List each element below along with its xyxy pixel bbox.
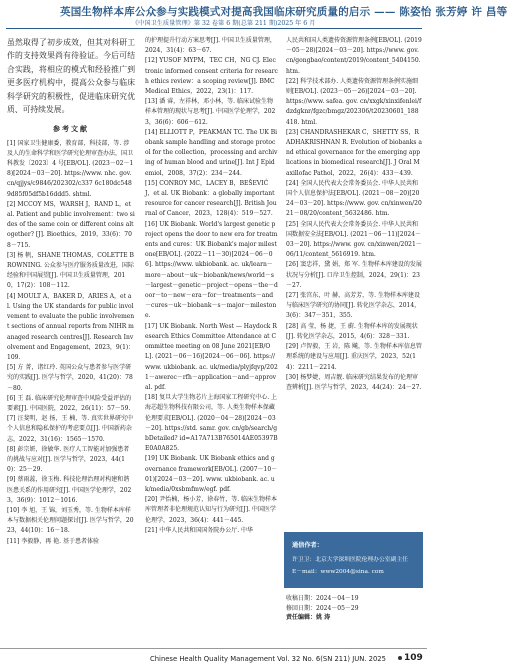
reference-item: [5] 方 菁，诸红玲. 英国公众与患者参与医学研究的实践[J]. 医学与哲学，2020，41(20)：78－80. <box>7 364 133 392</box>
reference-item: [6] 王 磊. 临床研究伦理审查中风险受益评估的要素[J]. 中国医院，2022，26(11)：57－59. <box>7 394 132 412</box>
references-heading: 参考文献 <box>53 124 89 134</box>
reference-item: [28] 高 莹，杨 捷，王 蔚. 生物样本库的发展现状[J]. 转化医学杂志，2015，4(6)：328－331. <box>286 322 418 340</box>
reference-item: [11] 李毅静，再 艳. 基于患者体验 <box>7 537 99 545</box>
reference-item: [15] CONROY MC，LACEY B，BEŠEVIĆ J，et al. UK Biobank：a globally important resource for cancer research[J]. British Journal of Cancer，2023，128(4)：519－527. <box>145 179 277 218</box>
manuscript-dates <box>286 594 422 623</box>
responsible-editor: 责任编辑：姚 涛 <box>286 614 331 621</box>
contact-email: E－mail：www2004@sina. com <box>292 569 384 575</box>
revised-date: 修回日期：2024－05－29 <box>286 604 359 612</box>
running-header <box>0 0 507 36</box>
reference-item: [19] UK Biobank. UK Biobank ethics and governance framework[EB/OL]. (2007－10－01)[2024－03－20]. www. ukbiobank. ac. uk/media/0xsbmfmw/egf. pdf. <box>145 455 278 493</box>
column-middle <box>145 36 278 536</box>
header-divider <box>6 28 422 29</box>
reference-item: [7] 汪斐明，赵 扬，王 楠，等. 真实世界研究中个人信息和隐私保护的考虑要点[J]. 中国新药杂志，2022，31(16)：1565－1570. <box>7 415 134 443</box>
bullet-icon <box>398 656 402 660</box>
reference-item: [2] MCCOY MS，WARSH J，RAND L，et al. Patient and public involvement：two sides of the same coin or different coins altogether? [J]. Bioethics，2019，33(6)：708－715. <box>7 200 135 249</box>
reference-item: [22] 科学技术部办. 人类遗传资源管理条例实施细则[EB/OL]. (2023－05－26)[2024－03－20]. https://www. safea. gov. cn/xxgk/xinxifenlei/fdzdgknr/fgzc/bmgz/202306/t20230601_188418. html. <box>286 77 422 126</box>
reference-item: [8] 彭宗妍，徐敏华. 医疗人工智能对加强患者的挑战与应对[J]. 医学与哲学，2023，44(10)：25－29. <box>7 445 130 474</box>
received-date: 收稿日期：2024－04－19 <box>286 595 359 602</box>
reference-item: [16] UK Biobank. World's largest genetic project opens the door to new era for treatments and cures：UK Biobank's major milestone[EB/OL]. (2022－11－30)[2024－06－06]. https://www. ukbiobank. ac. uk/learn－more－about－uk－biobank/news/world－s－largest－genetic－project－opens－the－door－to－new－era－for－treatments－and－cures－uk－biobank－s－major－milestone. <box>145 220 278 320</box>
page-number: 109 <box>404 653 423 663</box>
reference-item: [4] MOULT A，BAKER D，ARIES A，et al. Using the UK standards for public involvement to evaluate the public involvement sections of annual reports from NIHR managed research centres[J]. Research Involvement and Engagement，2023，9(1)：109. <box>7 292 135 361</box>
reference-item: 人民共和国人类遗传资源管理条例[EB/OL]. (2019－05－28)[2024－03－20]. https://www. gov. cn/gongbao/content/2019/content_5404150. htm. <box>286 37 422 75</box>
reference-item: [25] 全国人民代表大会常务委员会. 中华人民共和国数据安全法[EB/OL]. (2021－06－11)[2024－03－20]. https://www. gov. cn/xinwen/2021－06/11/content_5616919. htm. <box>286 220 422 259</box>
footer-journal-info: Chinese Health Quality Management Vol. 32 No. 6(SN 211) JUN. 2025 <box>150 655 386 663</box>
reference-item: [23] CHANDRASHEKAR C，SHETTY SS，RADHAKRISHNAN R. Evolution of biobanks and ethical governance for the emerging applications in biomedical research[J]. J Oral Maxillofac Pathol，2022，26(4)：433－439. <box>286 128 422 177</box>
body-paragraph: 虽然取得了初步成效，但其对科研工作的支持效果尚有待验证。今后可结合实践，将相应的模式和经验推广到更多医疗机构中，提高公众参与临床科学研究的积极性，促进临床研究优质、可持续发展。 <box>7 38 135 115</box>
column-left <box>7 36 135 547</box>
reference-item: [24] 全国人民代表大会常务委员会. 中华人民共和国个人信息保护法[EB/OL]. (2021－08－20)[2024－03－20]. https://www. gov. cn/xinwen/2021－08/20/content_5632486. htm. <box>286 179 422 218</box>
reference-item: [30] 杨梦婕，周吉靓. 临床研究结果发布的伦理审查辨析[J]. 医学与哲学，2023，44(24)：24－27. <box>286 373 422 391</box>
reference-item: [10] 李 旭，王 锦，刘玉秀，等. 生物样本库样本与数据相关伦理问题探讨[J]. 医学与哲学，2023，44(10)：16－18. <box>7 506 134 535</box>
contact-label: 通信作者： <box>292 542 323 549</box>
running-title: 英国生物样本库公众参与实践模式对提高我国临床研究质量的启示 —— 陈姿怡 张芳婷 许 昌等 <box>60 6 507 18</box>
corresponding-author-box <box>284 532 423 588</box>
reference-item: [26] 窦忠祥，黛 娟，郑 军. 生物样本库建设的发展状况与分析[J]. 口岸卫生控制，2024，29(1)：23－27. <box>286 261 422 289</box>
reference-item: [21] 中华人民共和国国务院办公厅. 中华 <box>145 526 254 534</box>
reference-item: [29] 卢智毅，王 岩，陈 飚，等. 生物样本库信息管理系统的建设与应用[J]. 重庆医学，2023，52(14)：2211－2214. <box>286 343 422 371</box>
reference-item: [18] 复旦大学生物芯片上海国家工程研究中心. 上海芯超生物科技有限公司，等. 人类生物样本保藏伦理要求[EB/OL]. (2020－04－28)[2024－03－20]. https://std. samr. gov. cn/gb/search/gbDetailed? id=A17A713B765014AE05397BE0A0A825. <box>145 394 278 453</box>
page-number-wrap <box>398 653 423 663</box>
journal-issue-line: 《中国卫生质量管理》第 32 卷第 6 期(总第 211 期)2025 年 6 月 <box>132 20 316 27</box>
contact-author: 许卫卫：北京大学深圳医院伦理办公室副主任 <box>292 557 408 563</box>
reference-item: [27] 张宫东，叶 赫，高芳芳，等. 生物样本库建设与临床医学研究的协同[J]. 转化医学杂志，2014，3(6)：347－351，355. <box>286 292 421 320</box>
reference-item: [17] UK Biobank. North West — Haydock Research Ethics Committee Attendance at Committee meeting on 08 June 2021[EB/OL]. (2021－06－16)[2024－06－06]. https://www. ukbiobank. ac. uk/media/plyjfqvp/2021－awerec－rfh－application－and－approval. pdf. <box>145 322 278 391</box>
reference-item: [1] 国家卫生健康委，教育部，科技部，等. 涉及人的生命科学和医学研究伦理审查办法，国卫科教发〔2023〕4 号[EB/OL]. (2023－02－18)[2024－03－20]. https://www. nhc. gov. cn/qjjys/c9846/202302/c337 6c180dc5489d85f05df5b16ddd5. shtml. <box>7 139 134 198</box>
page-footer <box>0 648 427 672</box>
reference-item: [12] YUSOF MYPM，TEC CH，NG CJ. Electronic informed consent criteria for research ethics review：a scoping review[J]. BMC Medical Ethics，2022，23(1)：117. <box>145 57 278 96</box>
reference-item: 的护理提升行动方案思考[J]. 中国卫生质量管理，2024，31(4)：63－67. <box>145 37 276 55</box>
column-right <box>286 36 422 393</box>
reference-item: [3] 杨 帆，SHANE THOMAS，COLETTE BROWNING. 公众参与医疗服务质量改进，国际经验和中国展望[J]. 中国卫生质量管理，2010，17(2)：108－112. <box>7 251 134 290</box>
reference-item: [20] 尹怡楠，杨小芳，徐春竹，等. 临床生物样本库管理者非伦理规范认知与行为研究[J]. 中国医学伦理学，2023，36(4)：441－445. <box>145 496 278 524</box>
reference-item: [14] ELLIOTT P，PEAKMAN TC. The UK Biobank sample handling and storage protocol for the collection，processing and archiving of human blood and urine[J]. Int J Epidemiol，2008，37(2)：234－244. <box>145 128 278 177</box>
reference-item: [13] 潘 睿，左祥林，邓小林，等. 临床试验生物样本管理的现状与思考[J]. 中国医学伦理学，2023，36(6)：606－612. <box>145 98 276 126</box>
reference-item: [9] 蔡雨蕊，徐玉梅. 科技伦理治理对构建和谐医患关系的作用研究[J]. 中国医学伦理学，2023，36(9)：1012－1016. <box>7 476 132 504</box>
